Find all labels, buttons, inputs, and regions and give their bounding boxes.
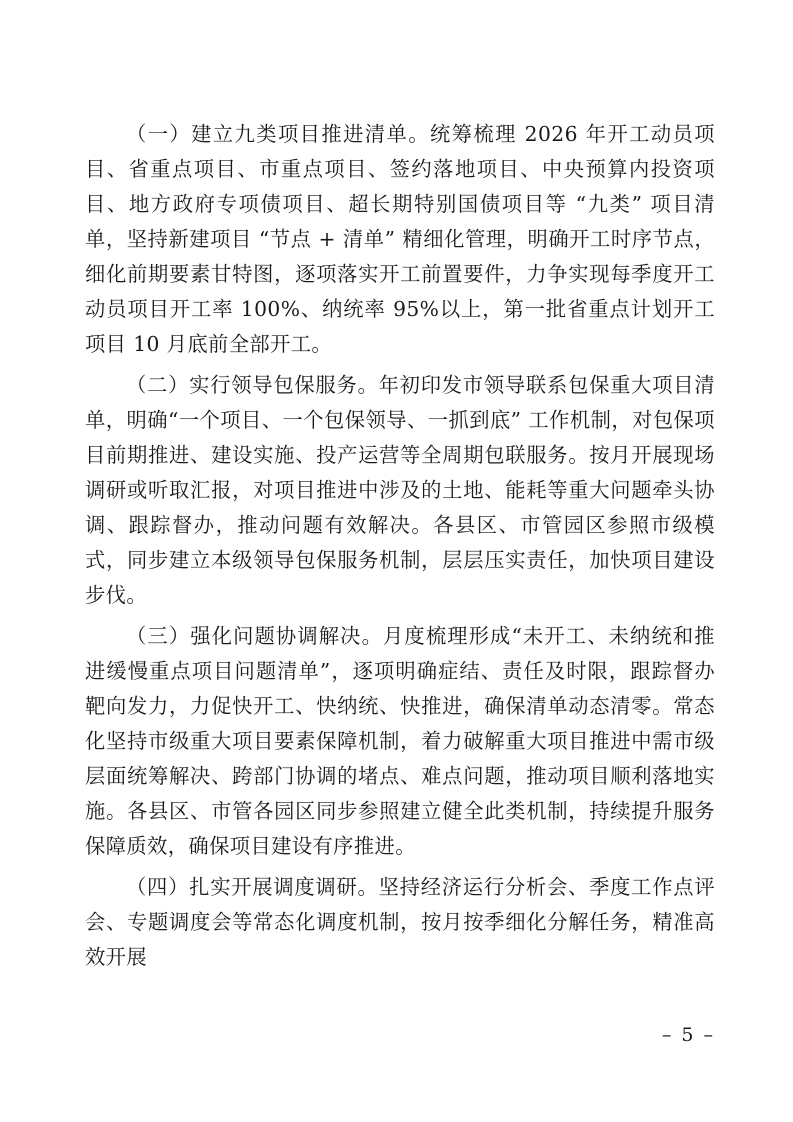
paragraph-1-heading: （一）建立九类项目推进清单。 [126,122,430,146]
paragraph-4 [85,870,715,975]
paragraph-2-text: 年初印发市领导联系包保重大项目清单，明确“一个项目、一个包保领导、一抓到底” 工作机制，对包保项目前期推进、建设实施、投产运营等全周期包联服务。按月开展现场调研或听取汇报，对项目推进中涉及的土地、能耗等重大问题牵头协调、跟踪督办，推动问题有效解决。各县区、市管园区参照市级模式，同步建立本级领导包保服务机制，层层压实责任，加快项目建设步伐。 [85,373,715,607]
paragraph-3-text: 月度梳理形成“未开工、未纳统和推进缓慢重点项目问题清单”，逐项明确症结、责任及时限，跟踪督办靶向发力，力促快开工、快纳统、快推进，确保清单动态清零。常态化坚持市级重大项目要素保障机制，着力破解重大项目推进中需市级层面统筹解决、跨部门协调的堵点、难点问题，推动项目顺利落地实施。各县区、市管各园区同步参照建立健全此类机制，持续提升服务保障质效，确保项目建设有序推进。 [85,624,715,858]
page-number: – 5 – [661,1024,715,1046]
paragraph-3 [85,619,715,864]
paragraph-4-text: 坚持经济运行分析会、季度工作点评会、专题调度会等常态化调度机制，按月按季细化分解任务，精准高效开展 [85,875,715,969]
paragraph-3-heading: （三）强化问题协调解决。 [126,624,383,648]
paragraph-1-text: 统筹梳理 2026 年开工动员项目、省重点项目、市重点项目、签约落地项目、中央预算内投资项目、地方政府专项债项目、超长期特别国债项目等 “九类” 项目清单，坚持新建项目 “节点 + 清单” 精细化管理，明确开工时序节点，细化前期要素甘特图，逐项落实开工前置要件，力争实现每季度开工动员项目开工率 100%、纳统率 95%以上，第一批省重点计划开工项目 10 月底前全部开工。 [85,122,715,356]
paragraph-1 [85,117,715,362]
paragraph-2 [85,368,715,613]
paragraph-2-heading: （二）实行领导包保服务。 [126,373,379,397]
paragraph-4-heading: （四）扎实开展调度调研。 [126,875,379,899]
document-body [85,117,715,975]
